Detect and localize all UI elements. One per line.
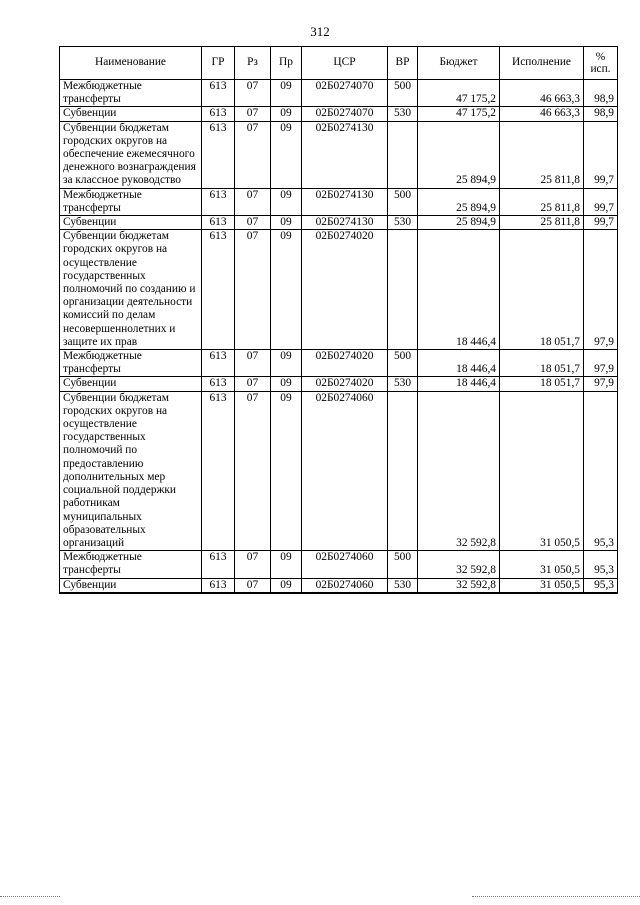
cell-pr: 09 xyxy=(271,578,302,593)
cell-name: Межбюджетные трансферты xyxy=(60,350,202,377)
budget-execution-table xyxy=(59,46,618,594)
cell-budget: 25 894,9 xyxy=(418,121,500,188)
cell-pr: 09 xyxy=(271,350,302,377)
cell-name: Межбюджетные трансферты xyxy=(60,80,202,107)
cell-execution: 25 811,8 xyxy=(500,216,584,230)
cell-csr: 02Б0274060 xyxy=(302,578,388,593)
table-row xyxy=(60,216,618,230)
cell-pr: 09 xyxy=(271,230,302,350)
cell-csr: 02Б0274060 xyxy=(302,551,388,578)
cell-vr: 500 xyxy=(388,80,418,107)
table-row xyxy=(60,230,618,350)
cell-csr: 02Б0274060 xyxy=(302,391,388,550)
cell-execution: 18 051,7 xyxy=(500,377,584,391)
table-row xyxy=(60,80,618,107)
cell-gr: 613 xyxy=(202,578,235,593)
cell-pct: 95,3 xyxy=(584,391,618,550)
table-row xyxy=(60,188,618,215)
header-percent-label: исп. xyxy=(590,63,611,75)
cell-execution: 25 811,8 xyxy=(500,121,584,188)
cell-pct: 99,7 xyxy=(584,121,618,188)
cell-csr: 02Б0274070 xyxy=(302,80,388,107)
header-pr: Пр xyxy=(271,47,302,80)
cell-gr: 613 xyxy=(202,230,235,350)
header-percent xyxy=(584,47,618,80)
cell-vr: 530 xyxy=(388,216,418,230)
cell-name: Межбюджетные трансферты xyxy=(60,188,202,215)
cell-budget: 18 446,4 xyxy=(418,350,500,377)
cell-rz: 07 xyxy=(235,578,271,593)
cell-pr: 09 xyxy=(271,80,302,107)
table-row xyxy=(60,107,618,121)
cell-gr: 613 xyxy=(202,216,235,230)
cell-gr: 613 xyxy=(202,188,235,215)
cell-vr: 530 xyxy=(388,107,418,121)
cell-rz: 07 xyxy=(235,230,271,350)
header-name: Наименование xyxy=(60,47,202,80)
cell-rz: 07 xyxy=(235,188,271,215)
cell-pct: 97,9 xyxy=(584,350,618,377)
header-budget: Бюджет xyxy=(418,47,500,80)
header-csr: ЦСР xyxy=(302,47,388,80)
table-row xyxy=(60,391,618,550)
cell-rz: 07 xyxy=(235,216,271,230)
cell-pr: 09 xyxy=(271,107,302,121)
cell-csr: 02Б0274130 xyxy=(302,216,388,230)
cell-pct: 99,7 xyxy=(584,216,618,230)
cell-rz: 07 xyxy=(235,551,271,578)
header-percent-symbol: % xyxy=(595,51,606,63)
cell-pct: 97,9 xyxy=(584,230,618,350)
table-row xyxy=(60,350,618,377)
cell-budget: 18 446,4 xyxy=(418,230,500,350)
cell-name: Субвенции бюджетам городских округов на осуществление государственных полномочий по предоставлению дополнительных мер социальной поддержки работникам муниципальных образовательных организаций xyxy=(60,391,202,550)
cell-pr: 09 xyxy=(271,121,302,188)
cell-gr: 613 xyxy=(202,350,235,377)
cell-vr: 530 xyxy=(388,578,418,593)
cell-pct: 95,3 xyxy=(584,578,618,593)
cell-pr: 09 xyxy=(271,188,302,215)
cell-name: Субвенции xyxy=(60,377,202,391)
cell-csr: 02Б0274020 xyxy=(302,377,388,391)
cell-pct: 95,3 xyxy=(584,551,618,578)
cell-vr xyxy=(388,391,418,550)
header-gr: ГР xyxy=(202,47,235,80)
header-execution: Исполнение xyxy=(500,47,584,80)
cell-name: Субвенции бюджетам городских округов на осуществление государственных полномочий по созданию и организации деятельности комиссий по делам несовершеннолетних и защите их прав xyxy=(60,230,202,350)
cell-pr: 09 xyxy=(271,216,302,230)
cell-csr: 02Б0274020 xyxy=(302,350,388,377)
header-rz: Рз xyxy=(235,47,271,80)
cell-csr: 02Б0274020 xyxy=(302,230,388,350)
table-header-row xyxy=(60,47,618,80)
cell-pct: 98,9 xyxy=(584,80,618,107)
table-row xyxy=(60,578,618,593)
cell-execution: 18 051,7 xyxy=(500,230,584,350)
cell-execution: 25 811,8 xyxy=(500,188,584,215)
cell-name: Межбюджетные трансферты xyxy=(60,551,202,578)
cell-execution: 18 051,7 xyxy=(500,350,584,377)
cell-name: Субвенции xyxy=(60,578,202,593)
cell-gr: 613 xyxy=(202,107,235,121)
cell-vr: 500 xyxy=(388,551,418,578)
cell-budget: 47 175,2 xyxy=(418,107,500,121)
cell-rz: 07 xyxy=(235,377,271,391)
cell-rz: 07 xyxy=(235,121,271,188)
cell-rz: 07 xyxy=(235,80,271,107)
cell-budget: 25 894,9 xyxy=(418,188,500,215)
cell-pct: 99,7 xyxy=(584,188,618,215)
page-number: 312 xyxy=(310,24,330,39)
cell-rz: 07 xyxy=(235,391,271,550)
cell-pr: 09 xyxy=(271,391,302,550)
cell-budget: 32 592,8 xyxy=(418,391,500,550)
cell-execution: 46 663,3 xyxy=(500,107,584,121)
cell-gr: 613 xyxy=(202,391,235,550)
cell-budget: 18 446,4 xyxy=(418,377,500,391)
footer-rule-right xyxy=(472,896,640,897)
cell-name: Субвенции бюджетам городских округов на обеспечение ежемесячного денежного вознаграждения за классное руководство xyxy=(60,121,202,188)
table-row xyxy=(60,121,618,188)
cell-name: Субвенции xyxy=(60,216,202,230)
table-row xyxy=(60,551,618,578)
cell-vr xyxy=(388,121,418,188)
cell-pr: 09 xyxy=(271,377,302,391)
cell-gr: 613 xyxy=(202,377,235,391)
table-row xyxy=(60,377,618,391)
cell-budget: 32 592,8 xyxy=(418,578,500,593)
cell-csr: 02Б0274130 xyxy=(302,188,388,215)
cell-vr: 530 xyxy=(388,377,418,391)
cell-vr: 500 xyxy=(388,350,418,377)
cell-csr: 02Б0274130 xyxy=(302,121,388,188)
cell-vr xyxy=(388,230,418,350)
cell-budget: 32 592,8 xyxy=(418,551,500,578)
cell-rz: 07 xyxy=(235,107,271,121)
cell-csr: 02Б0274070 xyxy=(302,107,388,121)
cell-gr: 613 xyxy=(202,551,235,578)
cell-budget: 25 894,9 xyxy=(418,216,500,230)
cell-execution: 31 050,5 xyxy=(500,391,584,550)
cell-gr: 613 xyxy=(202,80,235,107)
cell-pr: 09 xyxy=(271,551,302,578)
cell-execution: 46 663,3 xyxy=(500,80,584,107)
cell-execution: 31 050,5 xyxy=(500,578,584,593)
cell-pct: 97,9 xyxy=(584,377,618,391)
table-body xyxy=(60,80,618,593)
cell-pct: 98,9 xyxy=(584,107,618,121)
cell-vr: 500 xyxy=(388,188,418,215)
header-vr: ВР xyxy=(388,47,418,80)
footer-rule-left xyxy=(0,896,60,897)
cell-budget: 47 175,2 xyxy=(418,80,500,107)
cell-rz: 07 xyxy=(235,350,271,377)
cell-gr: 613 xyxy=(202,121,235,188)
cell-execution: 31 050,5 xyxy=(500,551,584,578)
cell-name: Субвенции xyxy=(60,107,202,121)
